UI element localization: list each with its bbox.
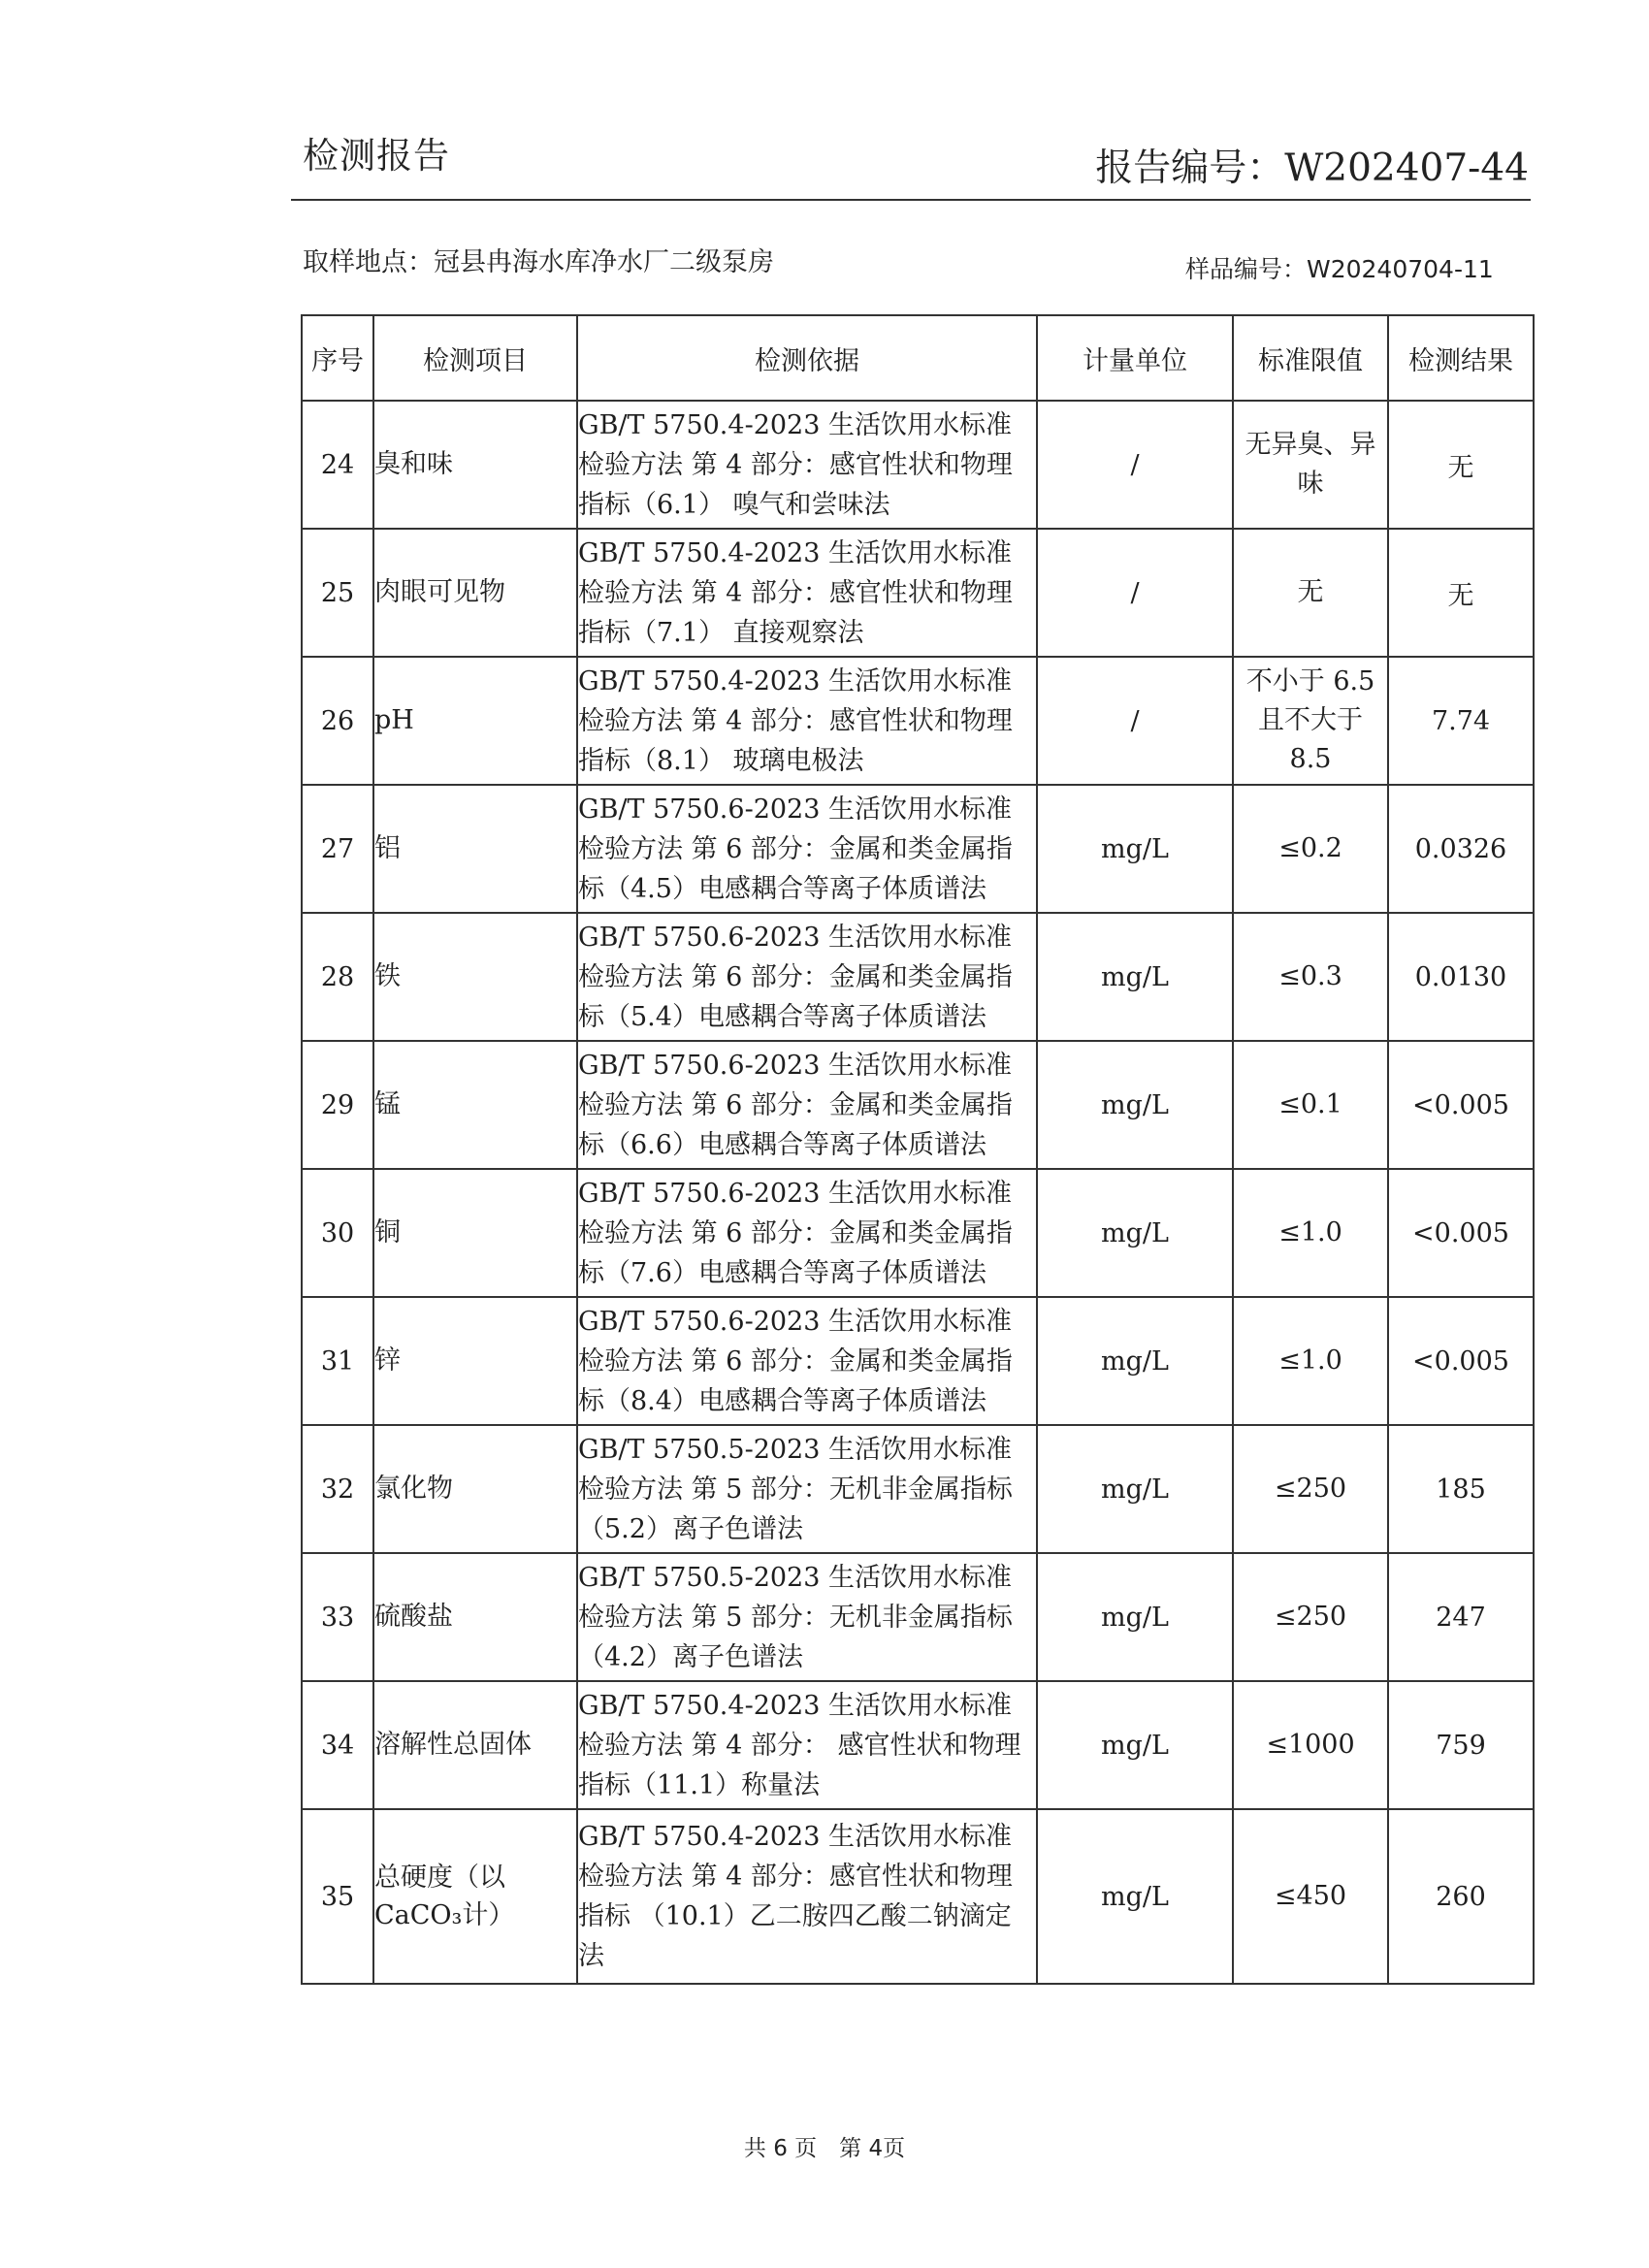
table-row <box>302 1297 1534 1425</box>
row-result: 无 <box>1388 529 1534 657</box>
row-test-method: GB/T 5750.6-2023 生活饮用水标准检验方法 第 6 部分：金属和类金属指标（4.5）电感耦合等离子体质谱法 <box>577 785 1037 913</box>
table-row <box>302 1809 1534 1984</box>
row-unit: mg/L <box>1037 1681 1233 1809</box>
row-unit: mg/L <box>1037 1809 1233 1984</box>
row-test-item: 臭和味 <box>373 401 577 529</box>
row-standard-limit: 无 <box>1233 529 1388 657</box>
row-standard-limit: ≤250 <box>1233 1553 1388 1681</box>
row-test-item: 铜 <box>373 1169 577 1297</box>
sample-number: 样品编号：W20240704-11 <box>1185 255 1494 283</box>
results-table <box>301 314 1535 1985</box>
header-no: 序号 <box>302 315 373 401</box>
row-standard-limit: ≤0.1 <box>1233 1041 1388 1169</box>
row-unit: / <box>1037 401 1233 529</box>
table-body <box>302 401 1534 1984</box>
row-standard-limit: ≤1.0 <box>1233 1297 1388 1425</box>
header-rule <box>291 199 1531 201</box>
table-row <box>302 1681 1534 1809</box>
row-number: 35 <box>302 1809 373 1984</box>
row-number: 28 <box>302 913 373 1041</box>
table-row <box>302 1553 1534 1681</box>
row-result: 无 <box>1388 401 1534 529</box>
row-result: <0.005 <box>1388 1297 1534 1425</box>
row-result: 247 <box>1388 1553 1534 1681</box>
row-unit: mg/L <box>1037 1297 1233 1425</box>
row-test-method: GB/T 5750.5-2023 生活饮用水标准检验方法 第 5 部分：无机非金属指标（5.2）离子色谱法 <box>577 1425 1037 1553</box>
header-result: 检测结果 <box>1388 315 1534 401</box>
row-number: 34 <box>302 1681 373 1809</box>
table-row <box>302 401 1534 529</box>
row-number: 26 <box>302 657 373 785</box>
row-standard-limit: ≤1000 <box>1233 1681 1388 1809</box>
row-test-item: 总硬度（以CaCO₃计） <box>373 1809 577 1984</box>
row-test-item: 硫酸盐 <box>373 1553 577 1681</box>
row-test-method: GB/T 5750.6-2023 生活饮用水标准检验方法 第 6 部分：金属和类金属指标（8.4）电感耦合等离子体质谱法 <box>577 1297 1037 1425</box>
row-unit: mg/L <box>1037 1169 1233 1297</box>
row-test-item: 铝 <box>373 785 577 913</box>
row-number: 27 <box>302 785 373 913</box>
row-result: 0.0326 <box>1388 785 1534 913</box>
table-row <box>302 657 1534 785</box>
table-row <box>302 785 1534 913</box>
row-result: 7.74 <box>1388 657 1534 785</box>
row-standard-limit: 不小于 6.5 且不大于 8.5 <box>1233 657 1388 785</box>
row-number: 30 <box>302 1169 373 1297</box>
header-method: 检测依据 <box>577 315 1037 401</box>
row-test-method: GB/T 5750.4-2023 生活饮用水标准检验方法 第 4 部分： 感官性状和物理指标（11.1）称量法 <box>577 1681 1037 1809</box>
row-standard-limit: ≤0.2 <box>1233 785 1388 913</box>
row-number: 32 <box>302 1425 373 1553</box>
row-result: 759 <box>1388 1681 1534 1809</box>
row-number: 24 <box>302 401 373 529</box>
row-result: 185 <box>1388 1425 1534 1553</box>
row-result: <0.005 <box>1388 1169 1534 1297</box>
row-unit: mg/L <box>1037 785 1233 913</box>
report-title: 检测报告 <box>303 135 450 177</box>
row-unit: mg/L <box>1037 1425 1233 1553</box>
row-test-method: GB/T 5750.6-2023 生活饮用水标准检验方法 第 6 部分：金属和类金属指标（5.4）电感耦合等离子体质谱法 <box>577 913 1037 1041</box>
row-test-method: GB/T 5750.4-2023 生活饮用水标准检验方法 第 4 部分：感官性状和物理指标（7.1） 直接观察法 <box>577 529 1037 657</box>
row-test-method: GB/T 5750.4-2023 生活饮用水标准检验方法 第 4 部分：感官性状和物理指标（6.1） 嗅气和尝味法 <box>577 401 1037 529</box>
header-unit: 计量单位 <box>1037 315 1233 401</box>
row-standard-limit: ≤0.3 <box>1233 913 1388 1041</box>
row-test-method: GB/T 5750.6-2023 生活饮用水标准检验方法 第 6 部分：金属和类金属指标（6.6）电感耦合等离子体质谱法 <box>577 1041 1037 1169</box>
row-standard-limit: ≤250 <box>1233 1425 1388 1553</box>
row-result: 0.0130 <box>1388 913 1534 1041</box>
row-standard-limit: ≤450 <box>1233 1809 1388 1984</box>
sampling-location: 取样地点：冠县冉海水库净水厂二级泵房 <box>303 247 774 277</box>
table-row <box>302 913 1534 1041</box>
row-test-item: pH <box>373 657 577 785</box>
table-row <box>302 1041 1534 1169</box>
row-test-method: GB/T 5750.4-2023 生活饮用水标准检验方法 第 4 部分：感官性状和物理指标（8.1） 玻璃电极法 <box>577 657 1037 785</box>
table-row <box>302 1425 1534 1553</box>
row-test-item: 锌 <box>373 1297 577 1425</box>
row-unit: mg/L <box>1037 1553 1233 1681</box>
row-test-item: 溶解性总固体 <box>373 1681 577 1809</box>
table-header-row <box>302 315 1534 401</box>
report-number: 报告编号：W202407-44 <box>1095 146 1529 190</box>
row-test-item: 氯化物 <box>373 1425 577 1553</box>
row-number: 25 <box>302 529 373 657</box>
row-test-item: 锰 <box>373 1041 577 1169</box>
row-test-method: GB/T 5750.4-2023 生活饮用水标准检验方法 第 4 部分：感官性状和物理指标 （10.1）乙二胺四乙酸二钠滴定法 <box>577 1809 1037 1984</box>
row-result: <0.005 <box>1388 1041 1534 1169</box>
row-number: 31 <box>302 1297 373 1425</box>
row-unit: / <box>1037 657 1233 785</box>
row-test-item: 铁 <box>373 913 577 1041</box>
row-test-method: GB/T 5750.6-2023 生活饮用水标准检验方法 第 6 部分：金属和类金属指标（7.6）电感耦合等离子体质谱法 <box>577 1169 1037 1297</box>
row-test-method: GB/T 5750.5-2023 生活饮用水标准检验方法 第 5 部分：无机非金属指标（4.2）离子色谱法 <box>577 1553 1037 1681</box>
row-unit: mg/L <box>1037 1041 1233 1169</box>
page-footer: 共 6 页 第 4页 <box>743 2136 906 2161</box>
row-standard-limit: 无异臭、异味 <box>1233 401 1388 529</box>
row-result: 260 <box>1388 1809 1534 1984</box>
row-number: 33 <box>302 1553 373 1681</box>
row-test-item: 肉眼可见物 <box>373 529 577 657</box>
table-row <box>302 529 1534 657</box>
row-standard-limit: ≤1.0 <box>1233 1169 1388 1297</box>
row-number: 29 <box>302 1041 373 1169</box>
header-limit: 标准限值 <box>1233 315 1388 401</box>
row-unit: / <box>1037 529 1233 657</box>
table-row <box>302 1169 1534 1297</box>
row-unit: mg/L <box>1037 913 1233 1041</box>
header-item: 检测项目 <box>373 315 577 401</box>
